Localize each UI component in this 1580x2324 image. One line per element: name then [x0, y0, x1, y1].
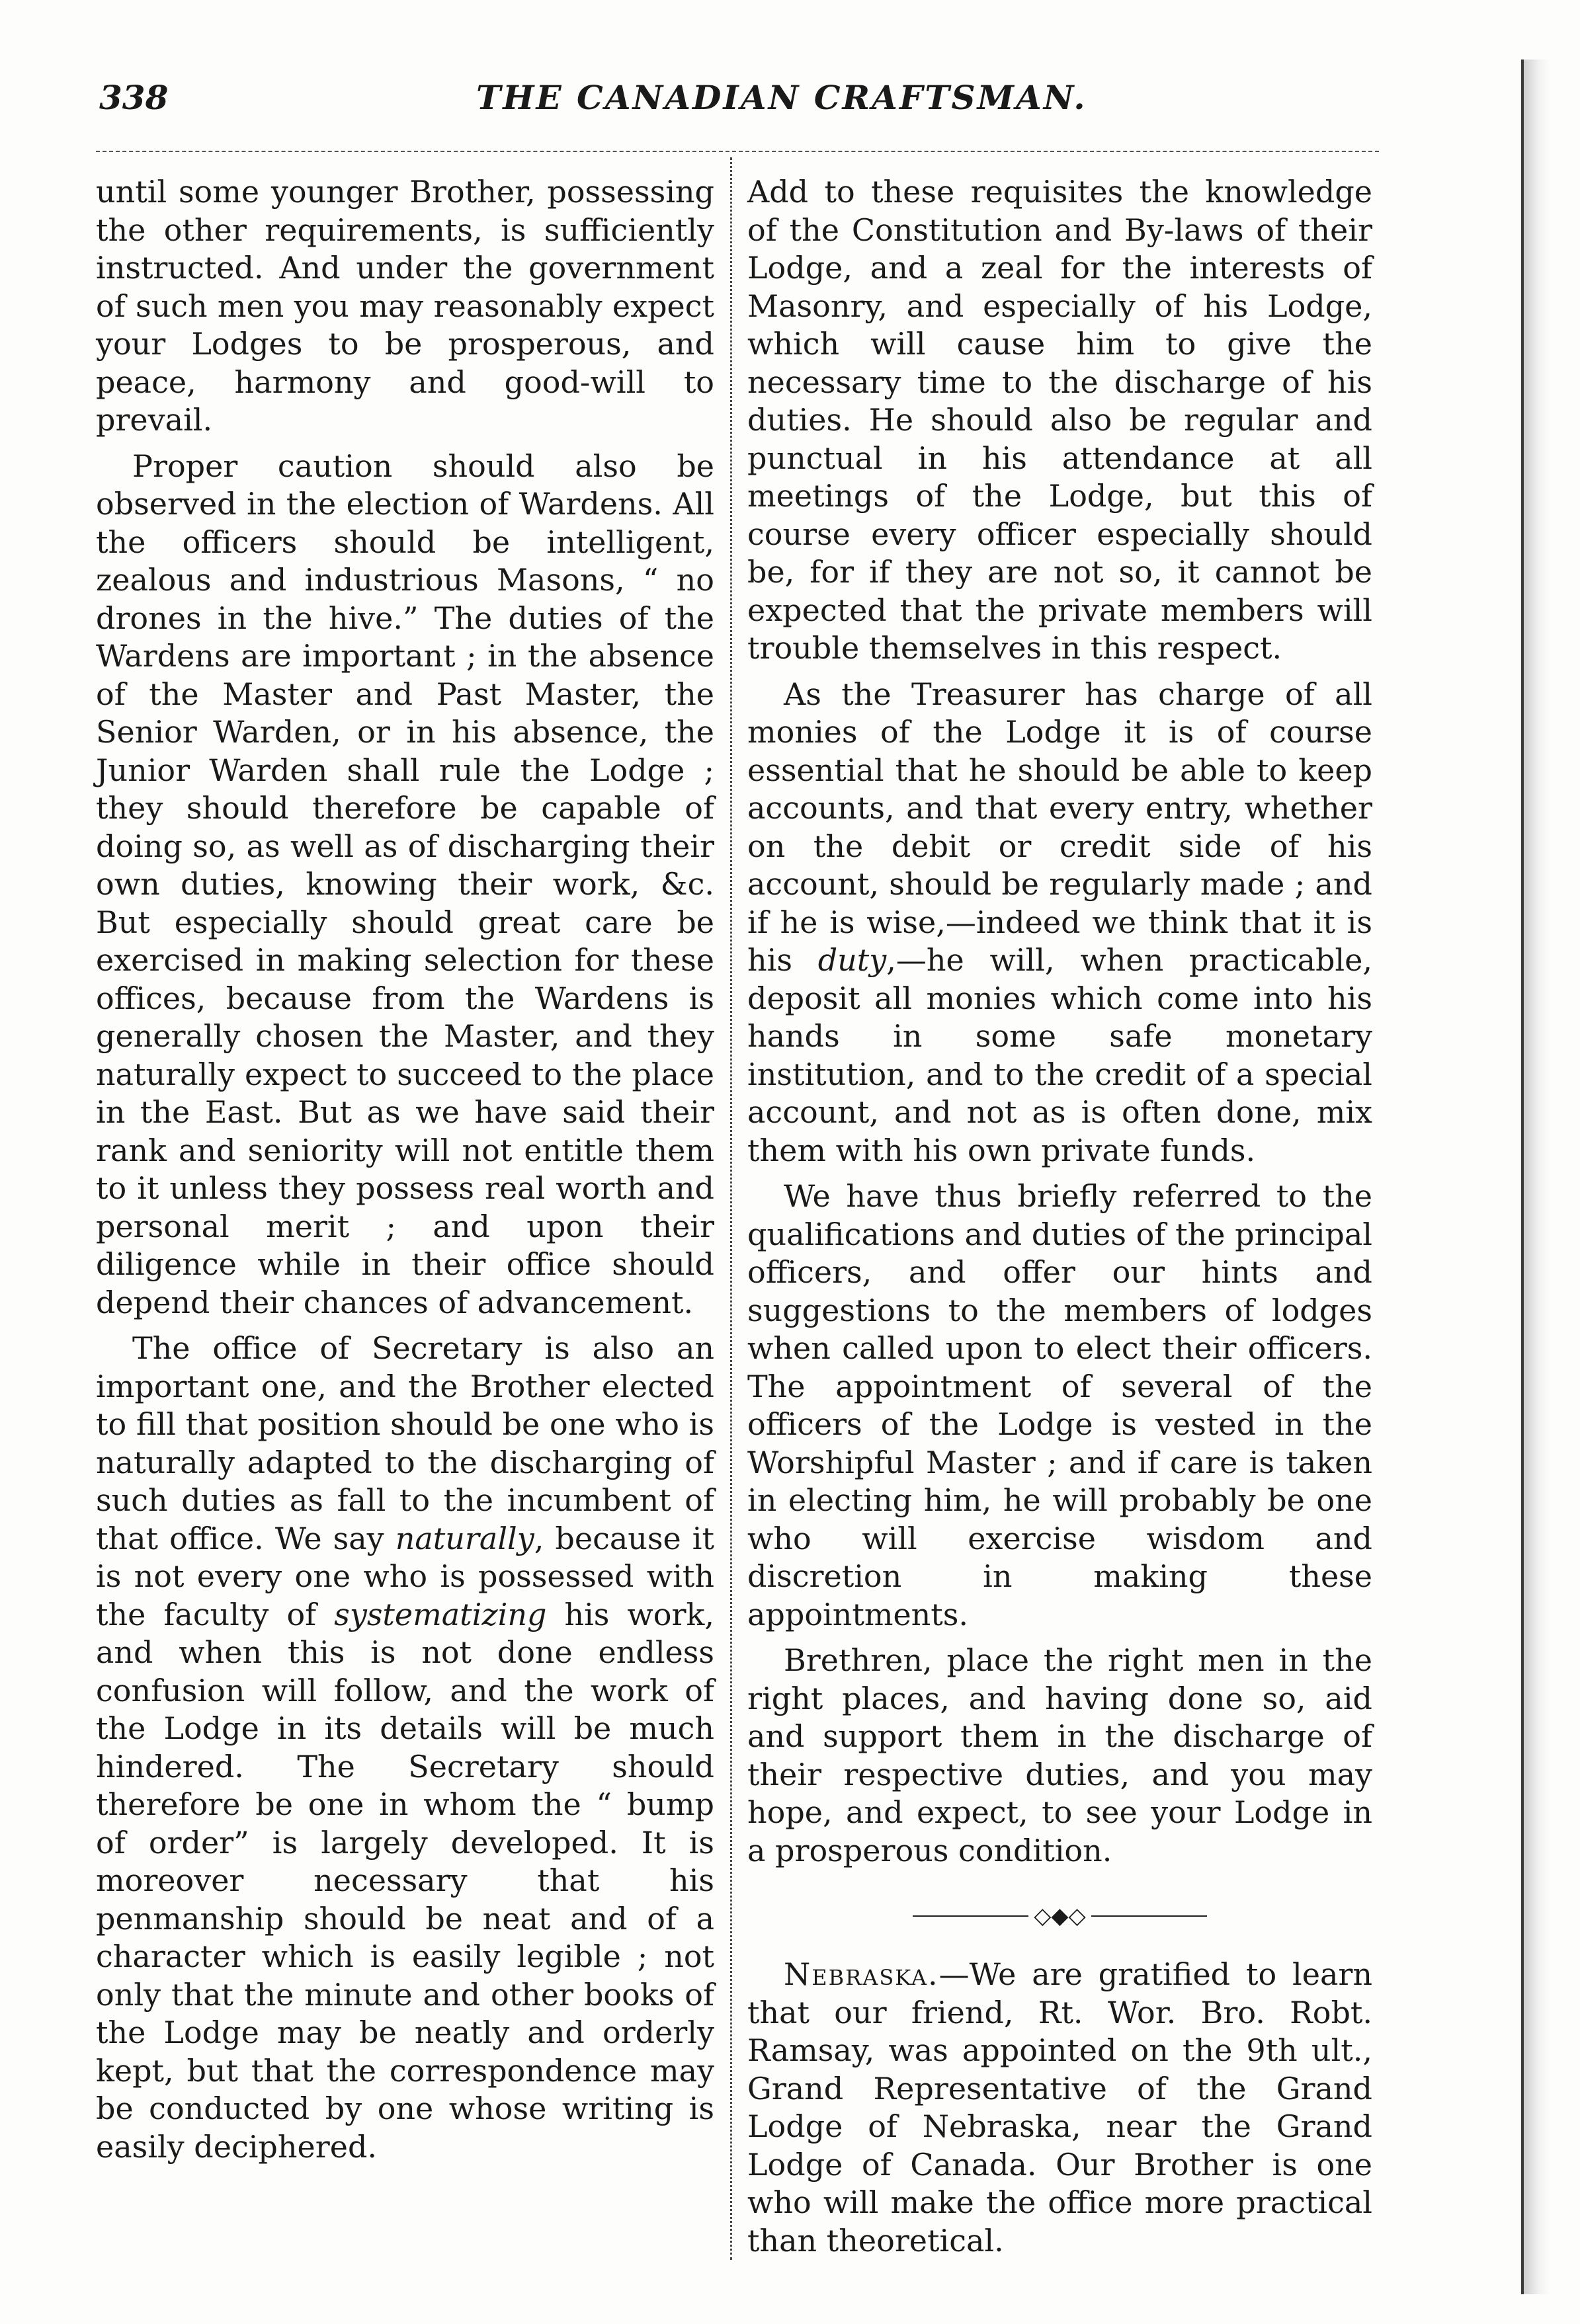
left-column: [96, 173, 714, 2166]
ornament-rule-left: [913, 1915, 1028, 1917]
right-paragraph-2-part-b: ,—he will, when practicable, deposit all monies which come into his hands in some safe monetary institution, and to the credit of a special account, and not as is often done, mix them with his own private funds.: [747, 942, 1372, 1168]
right-paragraph-2-part-a: As the Treasurer has charge of all monies of the Lodge it is of course essential that he should be able to keep accounts, and that every entry, whether on the debit or credit side of his account, should be regularly made ; and if he is wise,—indeed we think that it is his: [747, 676, 1372, 978]
left-paragraph-3-part-a: The office of Secretary is also an important one, and the Brother elected to fill that position should be one who is naturally adapted to the discharging of such duties as fall to the incumbent of that office. We say: [96, 1330, 714, 1556]
nebraska-heading: Nebraska.: [784, 1956, 939, 1992]
section-ornament: [747, 1902, 1372, 1929]
left-paragraph-3: [96, 1330, 714, 2166]
right-paragraph-2: [747, 676, 1372, 1170]
ornament-mark: ◇◆◇: [1034, 1903, 1086, 1929]
right-paragraph-3: We have thus briefly referred to the qualifications and duties of the principal officers, and offer our hints and suggestions to the members of lodges when called upon to elect their officers. The appointment of several of the officers of the Lodge is vested in the Worshipful Master ; and if care is taken in electing him, he will probably be one who will exercise wisdom and discretion in making these appointments.: [747, 1178, 1372, 1632]
page-header: [79, 78, 1422, 131]
left-paragraph-3-emphasis-2: systematizing: [334, 1596, 547, 1632]
ornament-rule-right: [1091, 1915, 1207, 1917]
right-column: [747, 173, 1372, 2260]
left-paragraph-3-part-b: , because it is not every one who is possessed with the faculty of: [96, 1520, 715, 1632]
left-paragraph-1: until some younger Brother, possessing the other requirements, is sufficiently instructed. And under the government of such men you may reasonably expect your Lodges to be prosperous, and peace, harmony and good-will to prevail.: [96, 174, 714, 438]
column-divider: [730, 157, 732, 2260]
left-paragraph-3-part-c: his work, and when this is not done endless confusion will follow, and the work of the Lodge in its details will be much hindered. The Secretary should therefore be one in whom the “ bump of order” is largely developed. It is moreover necessary that his penmanship should be neat and of a character which is easily legible ; not only that the minute and other books of the Lodge may be neatly and orderly kept, but that the correspondence may be conducted by one whose writing is easily deciphered.: [96, 1596, 714, 2165]
right-paragraph-5: [747, 1956, 1372, 2260]
nebraska-body: —We are gratified to learn that our friend, Rt. Wor. Bro. Robt. Ramsay, was appointed on the 9th ult., Grand Representative of the Grand Lodge of Nebraska, near the Grand Lodge of Canada. Our Brother is one who will make the office more practical than theoretical.: [747, 1956, 1372, 2259]
page-number: 338: [99, 78, 169, 117]
running-title: THE CANADIAN CRAFTSMAN.: [476, 78, 1087, 117]
left-paragraph-2: Proper caution should also be observed in the election of Wardens. All the officers should be intelligent, zealous and industrious Masons, “ no drones in the hive.” The duties of the Wardens are important ; in the absence of the Master and Past Master, the Senior Warden, or in his absence, the Junior Warden shall rule the Lodge ; they should therefore be capable of doing so, as well as of discharging their own duties, knowing their work, &c. But especially should great care be exercised in making selection for these offices, because from the Wardens is generally chosen the Master, and they naturally expect to succeed to the place in the East. But as we have said their rank and seniority will not entitle them to it unless they possess real worth and personal merit ; and upon their diligence while in their office should depend their chances of advancement.: [96, 448, 714, 1320]
header-rule: [96, 151, 1379, 152]
page-edge-shadow: [1521, 60, 1550, 2294]
left-paragraph-3-emphasis-1: naturally: [395, 1520, 534, 1556]
right-paragraph-2-emphasis: duty: [817, 942, 887, 978]
right-paragraph-4: Brethren, place the right men in the right places, and having done so, aid and support them in the discharge of their respective duties, and you may hope, and expect, to see your Lodge in a prosperous condition.: [747, 1642, 1372, 1868]
right-paragraph-1: Add to these requisites the knowledge of the Constitution and By-laws of their Lodge, and a zeal for the interests of Masonry, and especially of his Lodge, which will cause him to give the necessary time to the discharge of his duties. He should also be regular and punctual in his attendance at all meetings of the Lodge, but this of course every officer especially should be, for if they are not so, it cannot be expected that the private members will trouble themselves in this respect.: [747, 174, 1372, 666]
